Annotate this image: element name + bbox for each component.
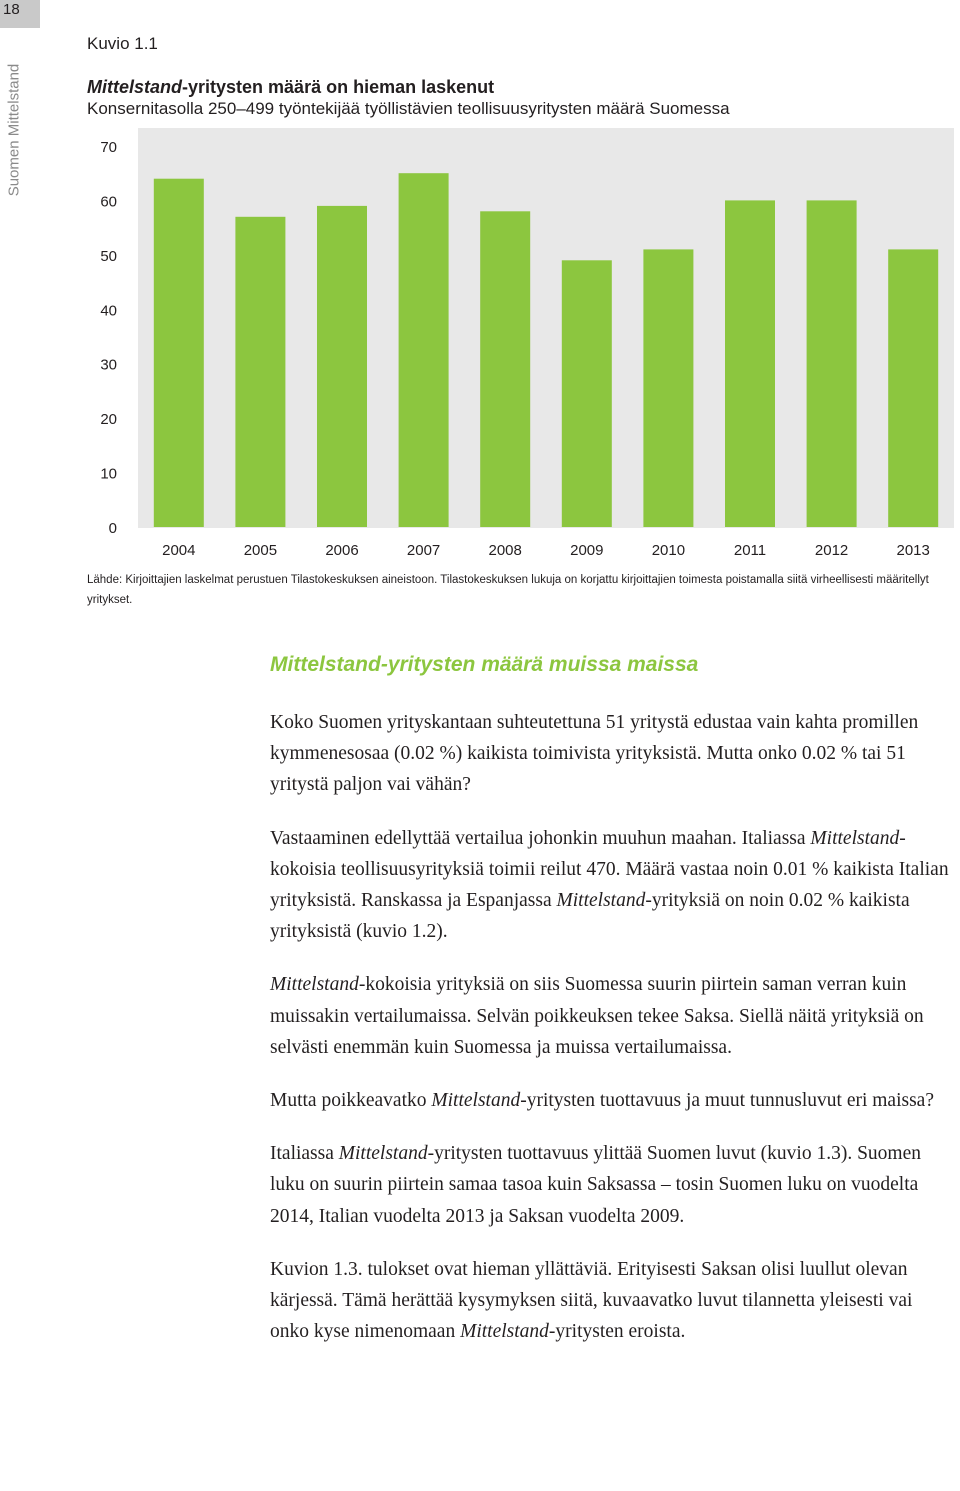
paragraph-2-part-c: -yrityksiä on noin 0.02 % kaikista yrityksistä (kuvio 1.2). (270, 890, 910, 943)
y-tick-label: 10 (100, 465, 117, 483)
figure-subtitle: Konsernitasolla 250–499 työntekijää työllistävien teollisuusyritysten määrä Suomessa (87, 99, 730, 118)
y-tick-label: 60 (100, 193, 117, 211)
y-tick-label: 50 (100, 247, 117, 265)
x-tick-label: 2007 (406, 542, 441, 559)
x-axis-ticks (162, 542, 930, 559)
paragraph-6-part-b: -yritysten eroista. (548, 1321, 686, 1343)
paragraph-3 (270, 969, 954, 1063)
section-heading: Mittelstand-yritysten määrä muissa maissa (270, 653, 699, 676)
paragraph-5 (270, 1138, 954, 1232)
paragraph-5-part-b: -yritysten tuottavuus ylittää Suomen luvut (kuvio 1.3). Suomen luku on suurin piirtein samaa tasoa kuin Saksassa – tosin Suomen luku on vuodelta 2014, Italian vuodelta 2013 ja Saksan vuodelta 2009. (270, 1143, 922, 1227)
paragraph-3-emphasis: Mittelstand (270, 974, 359, 996)
y-tick-label: 30 (100, 356, 117, 374)
y-tick-label: 20 (100, 411, 117, 429)
x-tick-label: 2012 (814, 542, 849, 559)
paragraph-1: Koko Suomen yrityskantaan suhteutettuna 51 yritystä edustaa vain kahta promillen kymmenesosaa (0.02 %) kaikista toimivista yrityksistä. Mutta onko 0.02 % tai 51 yritystä paljon vai vähän? (270, 712, 919, 796)
paragraph-4-emphasis: Mittelstand (431, 1090, 521, 1112)
paragraph-2-part-a: Vastaaminen edellyttää vertailua johonkin muuhun maahan. Italiassa (270, 827, 811, 849)
page-number: 18 (3, 1, 20, 18)
figure-title-rest: -yritysten määrä on hieman laskenut (182, 77, 495, 97)
bar-2009 (562, 260, 612, 527)
bar-2004 (154, 179, 204, 527)
x-tick-label: 2005 (243, 542, 278, 559)
body-text (270, 707, 954, 1369)
y-tick-label: 0 (108, 520, 117, 537)
bar-2010 (643, 249, 693, 527)
x-tick-label: 2008 (488, 542, 522, 559)
paragraph-4-part-a: Mutta poikkeavatko (270, 1090, 432, 1112)
paragraph-2-emphasis-2: Mittelstand (556, 890, 646, 912)
bar-2006 (317, 206, 367, 527)
x-tick-label: 2013 (896, 542, 930, 559)
paragraph-6 (270, 1254, 954, 1348)
y-axis-ticks (100, 139, 117, 537)
figure-title-emphasis: Mittelstand (87, 77, 183, 97)
paragraph-5-emphasis: Mittelstand (338, 1143, 428, 1165)
figure-title (87, 77, 494, 98)
paragraph-3-rest: -kokoisia yrityksiä on siis Suomessa suurin piirtein saman verran kuin muissakin vertailumaissa. Selvän poikkeuksen tekee Saksa. Siellä näitä yrityksiä on selvästi enemmän kuin Suomessa ja muissa vertailumaissa. (270, 974, 924, 1058)
bar-2011 (725, 200, 775, 527)
bar-2007 (399, 173, 449, 527)
paragraph-5-part-a: Italiassa (270, 1143, 339, 1165)
bar-2012 (807, 200, 857, 527)
x-tick-label: 2006 (325, 542, 359, 559)
x-tick-label: 2011 (733, 542, 767, 559)
paragraph-6-emphasis: Mittelstand (460, 1321, 549, 1343)
bar-2005 (235, 217, 285, 527)
paragraph-6-part-a: Kuvion 1.3. tulokset ovat hieman yllättäviä. Erityisesti Saksan olisi luullut olevan kärjessä. Tämä herättää kysymyksen siitä, kuvaavatko luvut tilannetta yleisesti vai onko kyse nimenomaan (270, 1258, 913, 1343)
bar-2008 (480, 211, 530, 527)
paragraph-4-part-b: -yritysten tuottavuus ja muut tunnusluvut eri maissa? (520, 1090, 934, 1112)
paragraph-2-part-b: -kokoisia teollisuusyrityksiä toimii reilut 470. Määrä vastaa noin 0.01 % kaikista Italian yrityksistä. Ranskassa ja Espanjassa (270, 827, 949, 912)
figure-source: Lähde: Kirjoittajien laskelmat perustuen Tilastokeskuksen aineistoon. Tilastokeskuksen lukuja on korjattu kirjoittajien toimesta poistamalla siitä virheellisesti määritellyt yritykset. (87, 574, 929, 606)
paragraph-2 (270, 823, 954, 948)
bar-2013 (888, 249, 938, 527)
paragraph-2-emphasis-1: Mittelstand (810, 827, 900, 849)
y-tick-label: 40 (100, 302, 117, 320)
figure-label: Kuvio 1.1 (87, 34, 158, 53)
y-tick-label: 70 (100, 139, 117, 156)
bar-chart (0, 128, 960, 568)
x-tick-label: 2004 (162, 542, 196, 559)
page-number-box (0, 0, 40, 28)
x-tick-label: 2010 (651, 542, 686, 559)
x-tick-label: 2009 (570, 542, 604, 559)
paragraph-4 (270, 1085, 954, 1116)
side-running-title-text: Suomen Mittelstand (5, 63, 23, 197)
